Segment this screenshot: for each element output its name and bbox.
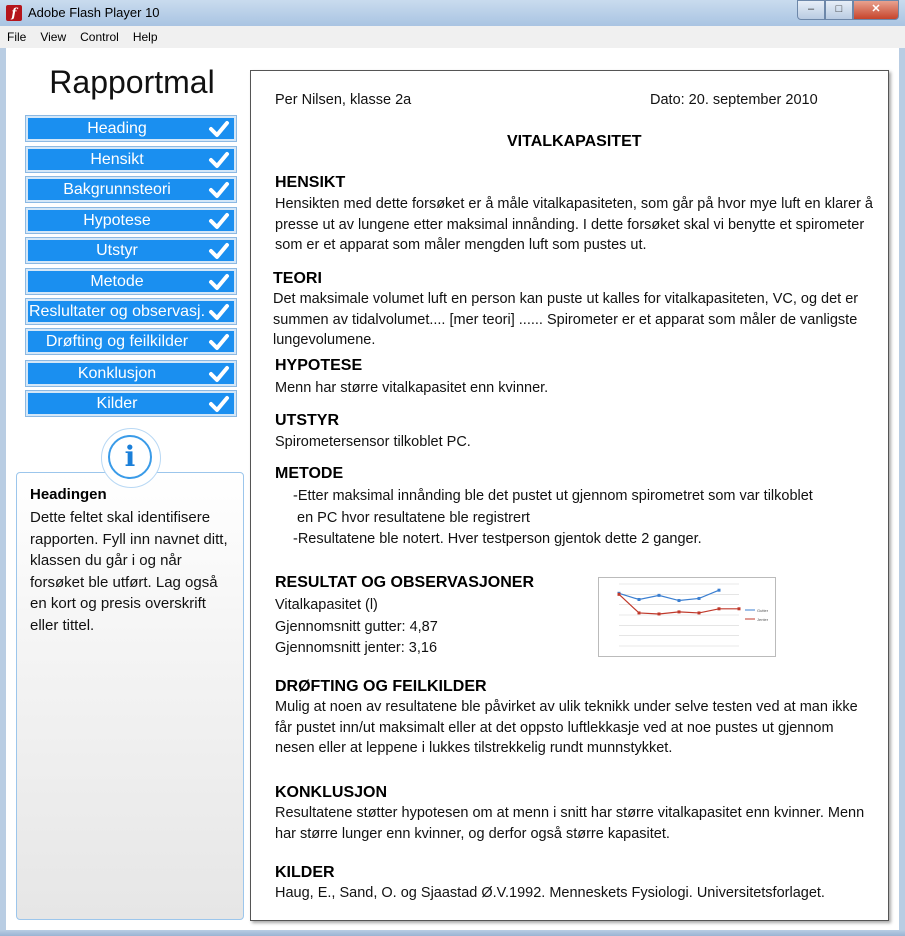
- chart-point: [698, 597, 701, 600]
- checkmark-icon: [208, 211, 230, 231]
- checkmark-icon: [208, 394, 230, 414]
- chart-series-line-gutter: [619, 590, 719, 600]
- section-teori-text[interactable]: Det maksimale volumet luft en person kan puste ut kalles for vitalkapasiteten, VC, og det er summen av tidalvolumet.... [mer teori] ...... Spirometer er et apparat som måler de vanligste lungevolumene.: [273, 291, 859, 348]
- nav-button-label: Heading: [87, 120, 147, 137]
- menu-control[interactable]: Control: [80, 30, 119, 44]
- section-resultat-line[interactable]: Vitalkapasitet (l): [275, 597, 378, 613]
- close-button[interactable]: ✕: [853, 0, 899, 20]
- section-metode-heading: METODE: [275, 465, 344, 482]
- chart-grid: [619, 584, 739, 646]
- checkmark-icon: [208, 150, 230, 170]
- chart-legend-label: Gutter: [757, 608, 769, 613]
- section-metode-line[interactable]: en PC hvor resultatene ble registrert: [297, 510, 530, 526]
- nav-button-konklusjon[interactable]: [26, 361, 236, 386]
- nav-button-label: Utstyr: [96, 242, 138, 259]
- menu-bar: [0, 26, 905, 49]
- checkmark-icon: [208, 241, 230, 261]
- chart-point: [718, 607, 721, 610]
- section-kilder-text[interactable]: Haug, E., Sand, O. og Sjaastad Ø.V.1992. Menneskets Fysiologi. Universitetsforlaget.: [275, 885, 825, 901]
- section-kilder-heading: KILDER: [275, 864, 335, 881]
- menu-help[interactable]: Help: [132, 30, 158, 44]
- chart-point: [658, 594, 661, 597]
- checkmark-icon: [208, 119, 230, 139]
- checkmark-icon: [208, 272, 230, 292]
- section-resultat-line[interactable]: Gjennomsnitt jenter: 3,16: [275, 640, 438, 656]
- chart-point: [638, 598, 641, 601]
- section-konklusjon-text[interactable]: Resultatene støtter hypotesen om at menn i snitt har større vitalkapasitet enn kvinner. Menn har større lunger enn kvinner, og derfor også større kapasitet.: [275, 805, 865, 842]
- chart-point: [618, 593, 621, 596]
- nav-button-label: Kilder: [96, 395, 138, 412]
- chart-legend: [745, 608, 769, 622]
- section-resultat-line[interactable]: Gjennomsnitt gutter: 4,87: [275, 619, 438, 635]
- window-controls: [797, 0, 899, 18]
- chart-point: [698, 611, 701, 614]
- section-hypotese-heading: HYPOTESE: [275, 357, 363, 374]
- maximize-button[interactable]: □: [825, 0, 853, 20]
- nav-button-label: Metode: [90, 273, 144, 290]
- checkmark-icon: [208, 364, 230, 384]
- nav-button-drofting[interactable]: [26, 329, 236, 354]
- chart-point: [678, 599, 681, 602]
- chart-point: [658, 612, 661, 615]
- window-frame-right: [899, 48, 905, 930]
- report-title[interactable]: VITALKAPASITET: [507, 133, 642, 150]
- report-author[interactable]: Per Nilsen, klasse 2a: [275, 92, 412, 108]
- nav-button-resultater[interactable]: [26, 299, 236, 324]
- chart-svg: [599, 578, 775, 656]
- nav-button-label: Drøfting og feilkilder: [45, 333, 189, 350]
- info-icon: i: [108, 435, 152, 479]
- chart-point: [638, 611, 641, 614]
- menu-view[interactable]: View: [40, 30, 67, 44]
- chart-point: [718, 589, 721, 592]
- section-hypotese-text[interactable]: Menn har større vitalkapasitet enn kvinner.: [275, 380, 549, 396]
- info-badge: [101, 428, 161, 488]
- section-utstyr-text[interactable]: Spirometersensor tilkoblet PC.: [275, 434, 471, 450]
- minimize-button[interactable]: –: [797, 0, 825, 20]
- nav-button-label: Reslultater og observasj.: [28, 303, 206, 320]
- nav-button-heading[interactable]: [26, 116, 236, 141]
- window-frame-bottom: [0, 930, 905, 936]
- info-heading: Headingen: [30, 486, 107, 503]
- nav-button-label: Hypotese: [83, 212, 151, 229]
- checkmark-icon: [208, 332, 230, 352]
- nav-button-label: Konklusjon: [77, 365, 157, 382]
- section-metode-line[interactable]: -Resultatene ble notert. Hver testperson gjentok dette 2 ganger.: [293, 531, 702, 547]
- checkmark-icon: [208, 302, 230, 322]
- section-hensikt-heading: HENSIKT: [275, 174, 346, 191]
- menu-file[interactable]: File: [7, 30, 27, 44]
- info-text: Dette feltet skal identifisere rapporten. Fyll inn navnet ditt, klassen du går i og når forsøket ble utført. Lag også en kort og presis overskrift eller tittel.: [30, 509, 228, 634]
- nav-button-label: Hensikt: [90, 151, 144, 168]
- nav-button-bakgrunnsteori[interactable]: [26, 177, 236, 202]
- nav-button-utstyr[interactable]: [26, 238, 236, 263]
- nav-button-metode[interactable]: [26, 269, 236, 294]
- window-titlebar: [0, 0, 905, 26]
- section-hensikt-text[interactable]: Hensikten med dette forsøket er å måle vitalkapasiteten, som går på hvor mye luft en klarer å presse ut av lungene etter maksimal innånding. I dette forsøket skal vi benytte et spirometer som er et apparat som måler mengden luft som pustes ut.: [275, 196, 873, 253]
- report-date[interactable]: Dato: 20. september 2010: [650, 92, 818, 108]
- section-metode-line[interactable]: -Etter maksimal innånding ble det pustet ut gjennom spirometret som var tilkoblet: [293, 488, 813, 504]
- section-drofting-text[interactable]: Mulig at noen av resultatene ble påvirket av ulik teknikk under selve testen ved at man ikke får pustet inn/ut maksimalt eller at det oppsto luftlekkasje ved at noe pustes ut gjennom nesen eller at leppene i lukkes tilstrekkelig rundt munnstykket.: [275, 699, 858, 756]
- section-utstyr-heading: UTSTYR: [275, 412, 339, 429]
- section-resultat-heading: RESULTAT OG OBSERVASJONER: [275, 574, 534, 591]
- section-teori-heading: TEORI: [273, 270, 322, 287]
- section-drofting-heading: DRØFTING OG FEILKILDER: [275, 678, 487, 695]
- chart-point: [678, 610, 681, 613]
- vital-capacity-chart: [598, 577, 776, 657]
- window-title: Adobe Flash Player 10: [28, 5, 160, 20]
- nav-button-kilder[interactable]: [26, 391, 236, 416]
- chart-series: [618, 589, 741, 616]
- template-title: Rapportmal: [49, 64, 215, 100]
- nav-button-hypotese[interactable]: [26, 208, 236, 233]
- chart-legend-label: Jenter: [757, 617, 769, 622]
- nav-button-label: Bakgrunnsteori: [63, 181, 171, 198]
- nav-button-hensikt[interactable]: [26, 147, 236, 172]
- checkmark-icon: [208, 180, 230, 200]
- section-konklusjon-heading: KONKLUSJON: [275, 784, 388, 801]
- chart-point: [738, 607, 741, 610]
- flash-app-icon: f: [6, 5, 22, 21]
